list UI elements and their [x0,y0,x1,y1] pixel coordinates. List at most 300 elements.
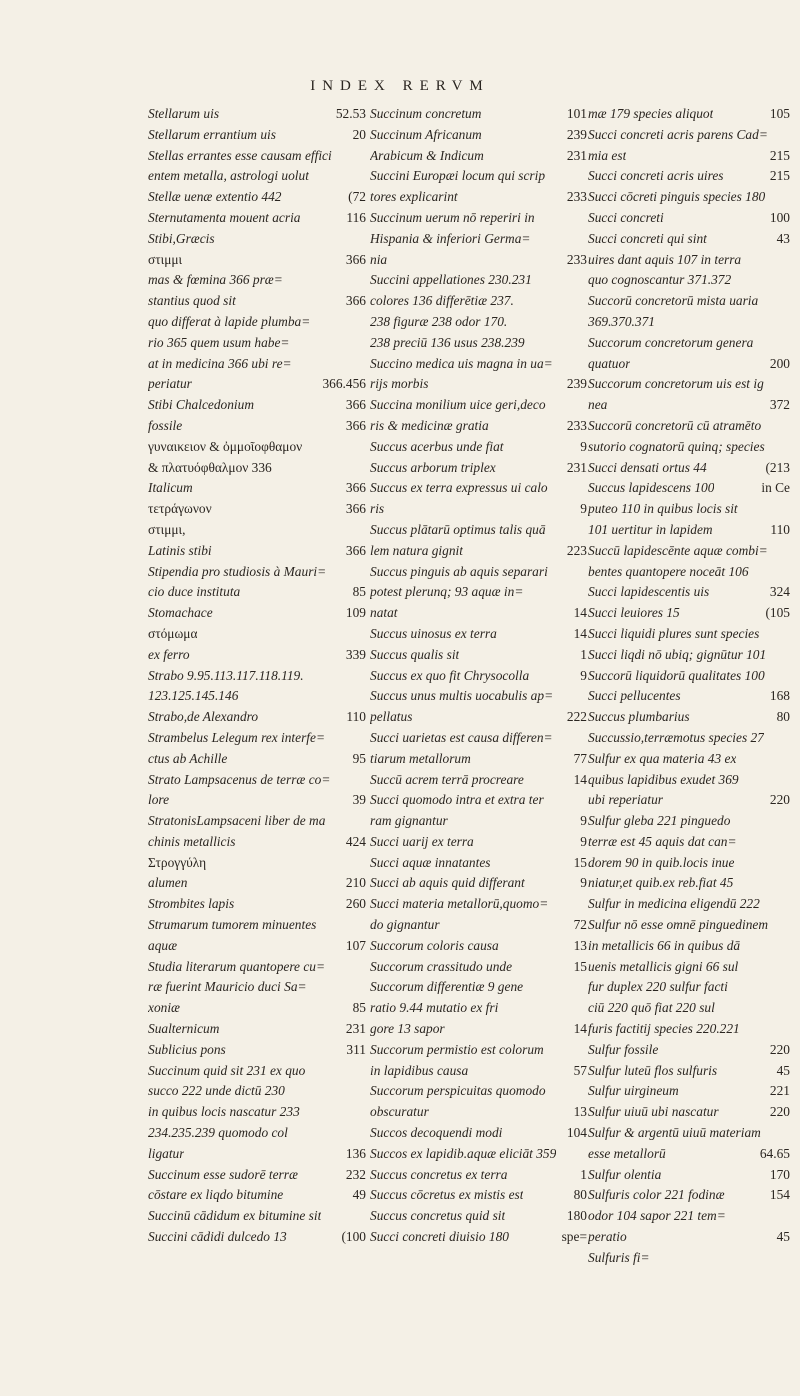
index-entry [588,1144,790,1165]
index-entry [370,1040,587,1061]
entry-term: quo differat à lapide plumba= [148,313,311,329]
entry-page-ref: 1 [580,1166,587,1182]
index-entry [588,790,790,811]
entry-page-ref: 168 [769,688,790,704]
entry-term: sutorio cognatorū quinq; species [588,438,765,454]
entry-term: mæ 179 species aliquot [588,106,714,121]
entry-term: Succussio,terræmotus species 27 [588,729,764,745]
entry-page-ref: 49 [352,1187,366,1203]
index-entry [148,936,366,957]
entry-term: in quibus locis nascatur 233 [148,1104,300,1120]
index-entry [370,1165,587,1186]
entry-term: Succorum coloris causa [370,937,499,953]
index-entry [370,1185,587,1206]
entry-term: Stibi Chalcedonium [148,397,255,413]
entry-term: Succus ex quo fit Chrysocolla [370,667,530,683]
index-entry [370,312,587,333]
entry-term: at in medicina 366 ubi re= [148,355,292,371]
entry-page-ref: 14 [573,771,587,787]
entry-page-ref: 1 [580,646,587,662]
index-entry [588,166,790,187]
entry-page-ref: 221 [769,1083,790,1099]
index-entry [148,458,366,479]
index-entry [148,790,366,811]
entry-term: entem metalla, astrologi uolut [148,168,309,184]
entry-term: mia est [588,147,627,163]
index-entry [370,749,587,770]
entry-term: Stellarum uis [148,106,220,121]
entry-page-ref: 215 [769,147,790,163]
index-entry [588,853,790,874]
entry-page-ref: 109 [345,605,366,621]
entry-term: Succi leuiores 15 [588,605,680,621]
entry-term: Succi concreti acris uires [588,168,724,184]
index-entry [148,915,366,936]
page-header: INDEX RERVM [310,78,490,94]
entry-page-ref: 80 [776,709,790,725]
index-entry [148,666,366,687]
entry-term: Strabo,de Alexandro [148,709,259,725]
index-entry [588,1019,790,1040]
index-entry [370,104,587,125]
index-entry [148,416,366,437]
index-entry [148,749,366,770]
index-entry [148,562,366,583]
entry-term: Succus concretus quid sit [370,1208,506,1224]
entry-term: in lapidibus causa [370,1062,469,1078]
index-entry [370,291,587,312]
entry-term: στιμμι, [148,521,186,537]
entry-term: Succus acerbus unde fiat [370,438,504,454]
entry-page-ref: 9 [580,438,587,454]
entry-term: Succorum concretorum uis est ig [588,376,764,392]
index-entry [588,499,790,520]
entry-term: Stellæ uenæ extentio 442 [148,189,282,205]
entry-term: Succina monilium uice geri,deco [370,397,546,413]
index-entry [148,478,366,499]
index-entry [370,541,587,562]
entry-term: Succi densati ortus 44 [588,459,707,475]
entry-term: Succi ab aquis quid differant [370,875,525,891]
index-entry [588,728,790,749]
index-entry [148,146,366,167]
entry-page-ref: 239 [566,126,587,142]
entry-term: rio 365 quem usum habe= [148,334,290,350]
index-entry [370,915,587,936]
index-entry [588,1185,790,1206]
entry-term: Sualternicum [148,1021,220,1037]
index-entry [148,520,366,541]
index-entry [588,998,790,1019]
entry-term: Succorum concretorum genera [588,334,754,350]
entry-term: Succinum esse sudorē terræ [148,1166,298,1182]
index-entry [148,1227,366,1248]
index-entry [588,250,790,271]
entry-term: τετράγωνον [148,501,212,517]
index-entry [148,582,366,603]
entry-term: στόμωμα [148,625,198,641]
entry-term: lem natura gignit [370,542,463,558]
index-entry [588,686,790,707]
index-entry [370,458,587,479]
entry-page-ref: 210 [345,875,366,891]
entry-page-ref: 85 [352,584,366,600]
index-entry [588,416,790,437]
entry-page-ref: (72 [348,189,366,205]
index-entry [148,437,366,458]
entry-term: Succinum quid sit 231 ex quo [148,1062,306,1078]
entry-page-ref: 372 [769,397,790,413]
index-entry [588,208,790,229]
entry-term: esse metallorū [588,1145,666,1161]
index-entry [588,395,790,416]
entry-term: Succorum permistio est colorum [370,1041,544,1057]
index-entry [370,770,587,791]
entry-term: 101 uertitur in lapidem [588,521,713,537]
entry-term: 238 figuræ 238 odor 170. [370,313,508,329]
index-entry [588,1061,790,1082]
entry-term: niatur,et quib.ex reb.fiat 45 [588,875,734,891]
entry-term: Succus lapidescens 100 [588,480,715,496]
index-entry [370,125,587,146]
entry-term: Studia literarum quantopere cu= [148,958,326,974]
entry-term: potest plerunq; 93 aquæ in= [370,584,524,600]
index-entry [588,354,790,375]
entry-term: Succini appellationes 230.231 [370,272,532,288]
index-entry [148,104,366,125]
entry-term: fur duplex 220 sulfur facti [588,979,728,995]
entry-term: quo cognoscantur 371.372 [588,272,732,288]
entry-term: Succus unus multis uocabulis ap= [370,688,554,704]
entry-page-ref: 366 [345,480,366,496]
entry-term: quatuor [588,355,631,371]
index-entry [370,270,587,291]
entry-term: Sulfur luteū flos sulfuris [588,1062,718,1078]
index-entry [370,728,587,749]
entry-term: Sulfur uirgineum [588,1083,679,1099]
index-entry [588,645,790,666]
entry-term: Succi liqdi nō ubiq; gignūtur 101 [588,646,767,662]
entry-term: cio duce instituta [148,584,241,600]
entry-term: nia [370,251,388,267]
index-entry [370,790,587,811]
entry-term: ex ferro [148,646,190,662]
index-entry [588,291,790,312]
entry-term: Succi concreti diuisio 180 [370,1229,509,1245]
index-entry [148,1102,366,1123]
index-entry [588,811,790,832]
index-entry [148,1040,366,1061]
index-entry [588,957,790,978]
entry-term: Sulfur fossile [588,1041,659,1057]
entry-term: Succus plātarū optimus talis quā [370,521,546,537]
entry-page-ref: 136 [345,1145,366,1161]
entry-term: terræ est 45 aquis dat can= [588,833,737,849]
index-entry [370,666,587,687]
index-entry [588,770,790,791]
entry-term: Arabicum & Indicum [370,147,484,163]
entry-term: Succus pinguis ab aquis separari [370,563,548,579]
entry-term: Succū acrem terrā procreare [370,771,524,787]
entry-term: colores 136 differētiæ 237. [370,293,514,309]
entry-term: in metallicis 66 in quibus dā [588,937,741,953]
entry-term: StratonisLampsaceni liber de ma [148,813,326,829]
entry-term: Succini Europæi locum qui scrip [370,168,546,184]
index-entry [370,894,587,915]
entry-page-ref: 116 [346,209,366,225]
entry-term: gore 13 sapor [370,1021,445,1037]
index-entry [148,229,366,250]
index-entry [148,811,366,832]
entry-term: Succus ex terra expressus ui calo [370,480,548,496]
index-entry [370,1123,587,1144]
index-entry [148,686,366,707]
entry-term: Succos ex lapidib.aquæ eliciāt 359 [370,1145,557,1161]
index-column-2 [370,104,587,1248]
entry-term: mas & fœmina 366 præ= [148,272,283,288]
entry-term: stantius quod sit [148,293,236,309]
entry-page-ref: 233 [566,417,587,433]
index-entry [588,894,790,915]
index-entry [148,1123,366,1144]
entry-page-ref: 13 [573,1104,587,1120]
entry-term: dorem 90 in quib.locis inue [588,854,735,870]
index-entry [370,499,587,520]
entry-term: puteo 110 in quibus locis sit [588,501,738,517]
entry-page-ref: 222 [566,709,587,725]
index-entry [588,229,790,250]
entry-term: ratio 9.44 mutatio ex fri [370,1000,499,1016]
index-entry [148,541,366,562]
entry-term: Succini cādidi dulcedo 13 [148,1229,287,1245]
entry-term: Succus plumbarius [588,709,690,725]
entry-term: Strato Lampsacenus de terræ co= [148,771,331,787]
entry-page-ref: 200 [769,355,790,371]
index-entry [588,582,790,603]
entry-term: nea [588,397,608,413]
entry-term: Succi concreti [588,209,664,225]
entry-page-ref: 39 [352,792,366,808]
entry-page-ref: 233 [566,189,587,205]
index-entry [370,603,587,624]
entry-page-ref: 231 [566,147,587,163]
entry-page-ref: 366.456 [322,376,366,392]
index-entry [588,333,790,354]
index-entry [148,998,366,1019]
index-entry [370,686,587,707]
index-entry [370,562,587,583]
index-column-3 [588,104,790,1269]
index-entry [588,832,790,853]
index-entry [148,873,366,894]
index-entry [148,1165,366,1186]
index-entry [370,832,587,853]
index-entry [148,395,366,416]
entry-term: ligatur [148,1145,185,1161]
entry-term: Succinum uerum nō reperiri in [370,209,535,225]
entry-page-ref: 366 [345,501,366,517]
entry-term: Succi uarij ex terra [370,833,474,849]
entry-term: quibus lapidibus exudet 369 [588,771,739,787]
entry-term: Stellas errantes esse causam effici [148,147,332,163]
entry-page-ref: 110 [770,521,790,537]
index-entry [370,146,587,167]
entry-page-ref: 311 [346,1041,366,1057]
entry-term: Sulfur gleba 221 pinguedo [588,813,731,829]
entry-term: Strumarum tumorem minuentes [148,917,317,933]
index-entry [588,312,790,333]
entry-term: odor 104 sapor 221 tem= [588,1208,726,1224]
entry-term: Succorū concretorū cū atramēto [588,417,762,433]
entry-page-ref: (105 [765,605,790,621]
entry-page-ref: 14 [573,605,587,621]
entry-page-ref: 239 [566,376,587,392]
index-entry [370,354,587,375]
entry-page-ref: 64.65 [759,1145,790,1161]
index-entry [370,977,587,998]
entry-term: 369.370.371 [588,313,655,329]
index-entry [148,166,366,187]
entry-page-ref: 9 [580,833,587,849]
index-entry [588,1165,790,1186]
entry-term: Succorū concretorū mista uaria [588,293,759,309]
entry-term: succo 222 unde dictū 230 [148,1083,285,1099]
index-entry [148,1061,366,1082]
entry-term: ram gignantur [370,813,448,829]
entry-term: Sulfuris color 221 fodinæ [588,1187,725,1203]
index-entry [148,1019,366,1040]
entry-page-ref: 154 [769,1187,790,1203]
entry-term: Succinū cādidum ex bitumine sit [148,1208,322,1224]
entry-term: Stipendia pro studiosis à Mauri= [148,563,327,579]
entry-page-ref: 366 [345,417,366,433]
entry-term: aquæ [148,937,178,953]
index-entry [370,229,587,250]
entry-term: Succi concreti acris parens Cad= [588,126,768,142]
entry-page-ref: in Ce [761,480,790,496]
entry-term: natat [370,605,398,621]
entry-page-ref: 110 [346,709,366,725]
entry-term: Sulfur olentia [588,1166,662,1182]
index-entry [148,770,366,791]
entry-term: Sulfur nō esse omnē pinguedinem [588,917,769,933]
entry-term: 238 preciū 136 usus 238.239 [370,334,525,350]
entry-page-ref: 100 [769,209,790,225]
entry-page-ref: 180 [566,1208,587,1224]
entry-page-ref: 220 [769,792,790,808]
entry-page-ref: 15 [573,958,587,974]
entry-page-ref: 14 [573,1021,587,1037]
entry-page-ref: 366 [345,293,366,309]
entry-term: pellatus [370,709,413,725]
entry-term: Succorū liquidorū qualitates 100 [588,667,765,683]
index-entry [588,977,790,998]
index-entry [148,624,366,645]
index-entry [370,1144,587,1165]
index-entry [370,250,587,271]
entry-page-ref: 20 [352,126,366,142]
entry-term: Succi materia metallorū,quomo= [370,896,549,912]
index-entry [588,666,790,687]
entry-term: Sternutamenta mouent acria [148,209,301,225]
index-entry [588,915,790,936]
entry-term: Succorum perspicuitas quomodo [370,1083,546,1099]
entry-term: 234.235.239 quomodo col [148,1125,288,1141]
index-entry [370,707,587,728]
index-entry [148,1081,366,1102]
index-entry [370,1081,587,1102]
index-entry [148,728,366,749]
index-entry [588,146,790,167]
entry-page-ref: 14 [573,625,587,641]
index-entry [148,187,366,208]
entry-term: rijs morbis [370,376,429,392]
index-entry [588,1102,790,1123]
entry-page-ref: 215 [769,168,790,184]
entry-term: peratio [588,1229,627,1245]
index-entry [588,707,790,728]
index-entry [588,270,790,291]
entry-term: Succi concreti qui sint [588,230,707,246]
entry-term: Italicum [148,480,193,496]
entry-term: bentes quantopere noceāt 106 [588,563,749,579]
entry-term: Succorum differentiæ 9 gene [370,979,524,995]
entry-term: Sulfur & argentū uiuū materiam [588,1125,761,1141]
entry-term: 123.125.145.146 [148,688,239,704]
index-entry [588,437,790,458]
index-entry [370,437,587,458]
entry-term: Στρογγύλη [148,854,207,870]
entry-term: Sulfur in medicina eligendū 222 [588,896,760,912]
index-entry [148,832,366,853]
index-entry [588,374,790,395]
index-entry [588,478,790,499]
entry-page-ref: 366 [345,397,366,413]
index-entry [148,354,366,375]
entry-term: Succino medica uis magna in ua= [370,355,553,371]
entry-term: Succi aquæ innatantes [370,854,491,870]
entry-term: uenis metallicis gigni 66 sul [588,958,739,974]
index-entry [588,749,790,770]
entry-page-ref: 107 [345,937,366,953]
index-entry [370,1102,587,1123]
entry-term: Succinum Africanum [370,126,482,142]
entry-term: Succi lapidescentis uis [588,584,710,600]
entry-term: Sublicius pons [148,1041,226,1057]
index-entry [588,1081,790,1102]
index-entry [588,1040,790,1061]
index-entry [148,333,366,354]
index-entry [370,1206,587,1227]
index-entry [148,125,366,146]
entry-page-ref: 9 [580,875,587,891]
entry-term: & πλατυόφθαλμον 336 [148,459,272,475]
entry-page-ref: 95 [352,750,366,766]
index-entry [148,977,366,998]
entry-term: Succinum concretum [370,106,482,121]
index-entry [148,645,366,666]
entry-page-ref: 52.53 [335,106,366,121]
entry-term: Succos decoquendi modi [370,1125,503,1141]
entry-page-ref: 220 [769,1041,790,1057]
index-entry [148,707,366,728]
entry-term: fossile [148,417,183,433]
entry-page-ref: 9 [580,501,587,517]
entry-term: ræ fuerint Mauricio duci Sa= [148,979,307,995]
index-entry [370,416,587,437]
entry-page-ref: 57 [573,1062,587,1078]
entry-page-ref: (213 [765,459,790,475]
